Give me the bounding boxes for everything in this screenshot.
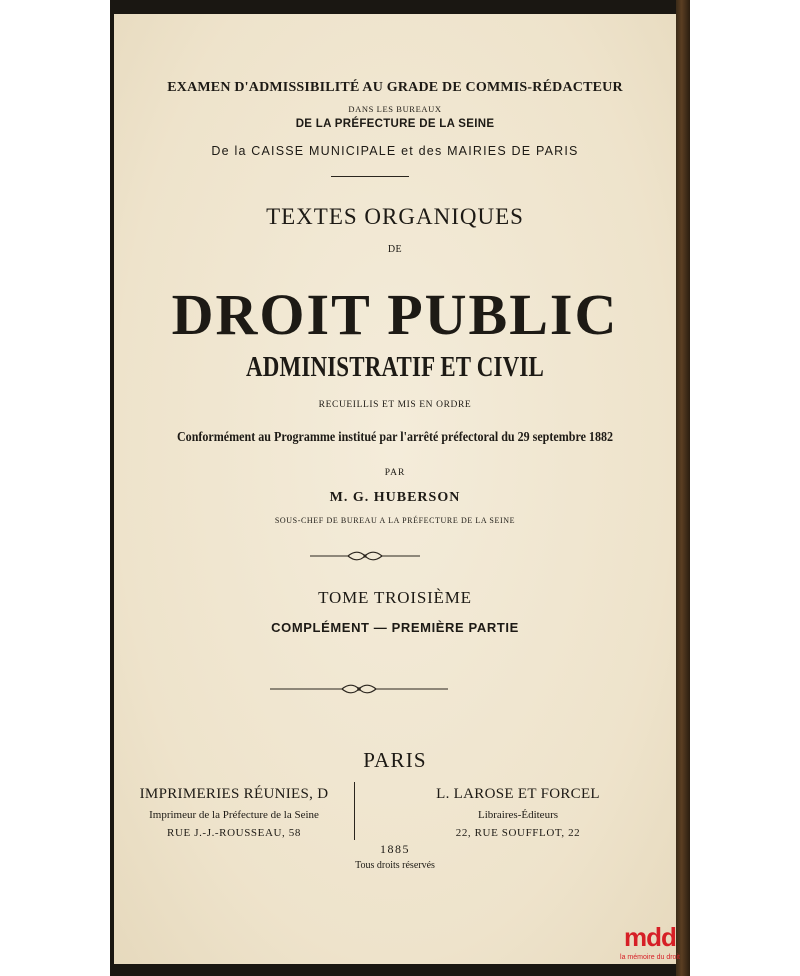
author-role: SOUS-CHEF DE BUREAU A LA PRÉFECTURE DE LA SEINE bbox=[274, 516, 516, 525]
printer-address: RUE J.-J.-ROUSSEAU, 58 bbox=[167, 827, 301, 839]
rights-notice: Tous droits réservés bbox=[355, 860, 435, 871]
printer-role: Imprimeur de la Préfecture de la Seine bbox=[149, 809, 319, 821]
publisher-role: Libraires-Éditeurs bbox=[477, 809, 559, 821]
title-page bbox=[114, 14, 676, 964]
imprint-year: 1885 bbox=[380, 842, 410, 856]
watermark-logo bbox=[608, 922, 692, 970]
printer-block bbox=[114, 786, 354, 839]
imprint-divider bbox=[354, 782, 355, 840]
pre-title: TEXTES ORGANIQUES bbox=[266, 204, 524, 229]
mdd-tagline: la mémoire du droit bbox=[620, 954, 680, 961]
header-rule bbox=[331, 176, 409, 177]
publisher-address: 22, RUE SOUFFLOT, 22 bbox=[455, 827, 581, 839]
exam-title: EXAMEN D'ADMISSIBILITÉ AU GRADE DE COMMIS-RÉDACTEUR bbox=[167, 80, 623, 95]
ornament-divider-2 bbox=[270, 683, 448, 695]
prefecture-line: DE LA PRÉFECTURE DE LA SEINE bbox=[295, 118, 495, 130]
part-label: COMPLÉMENT — PREMIÈRE PARTIE bbox=[271, 620, 519, 635]
author-name: M. G. HUBERSON bbox=[329, 490, 461, 505]
ornament-divider bbox=[310, 550, 420, 562]
tome-label: TOME TROISIÈME bbox=[318, 588, 472, 607]
collected-line: RECUEILLIS ET MIS EN ORDRE bbox=[318, 400, 472, 410]
caisse-line: De la CAISSE MUNICIPALE et des MAIRIES DE PARIS bbox=[211, 144, 579, 158]
publisher-block bbox=[360, 786, 676, 839]
exam-subtitle: DANS LES BUREAUX bbox=[348, 104, 442, 114]
book-edge bbox=[676, 0, 690, 976]
conformity-line: Conformément au Programme institué par l'arrêté préfectoral du 29 septembre 1882 bbox=[176, 430, 614, 445]
main-title: DROIT PUBLIC bbox=[171, 282, 619, 347]
mdd-logo: mdd bbox=[624, 922, 676, 952]
title-de: DE bbox=[387, 244, 403, 255]
printer-name: IMPRIMERIES RÉUNIES, D bbox=[139, 786, 329, 802]
sub-title: ADMINISTRATIF ET CIVIL bbox=[246, 352, 544, 383]
imprint-city: PARIS bbox=[363, 748, 427, 772]
par-line: PAR bbox=[384, 468, 406, 478]
publisher-name: L. LAROSE ET FORCEL bbox=[436, 786, 600, 802]
